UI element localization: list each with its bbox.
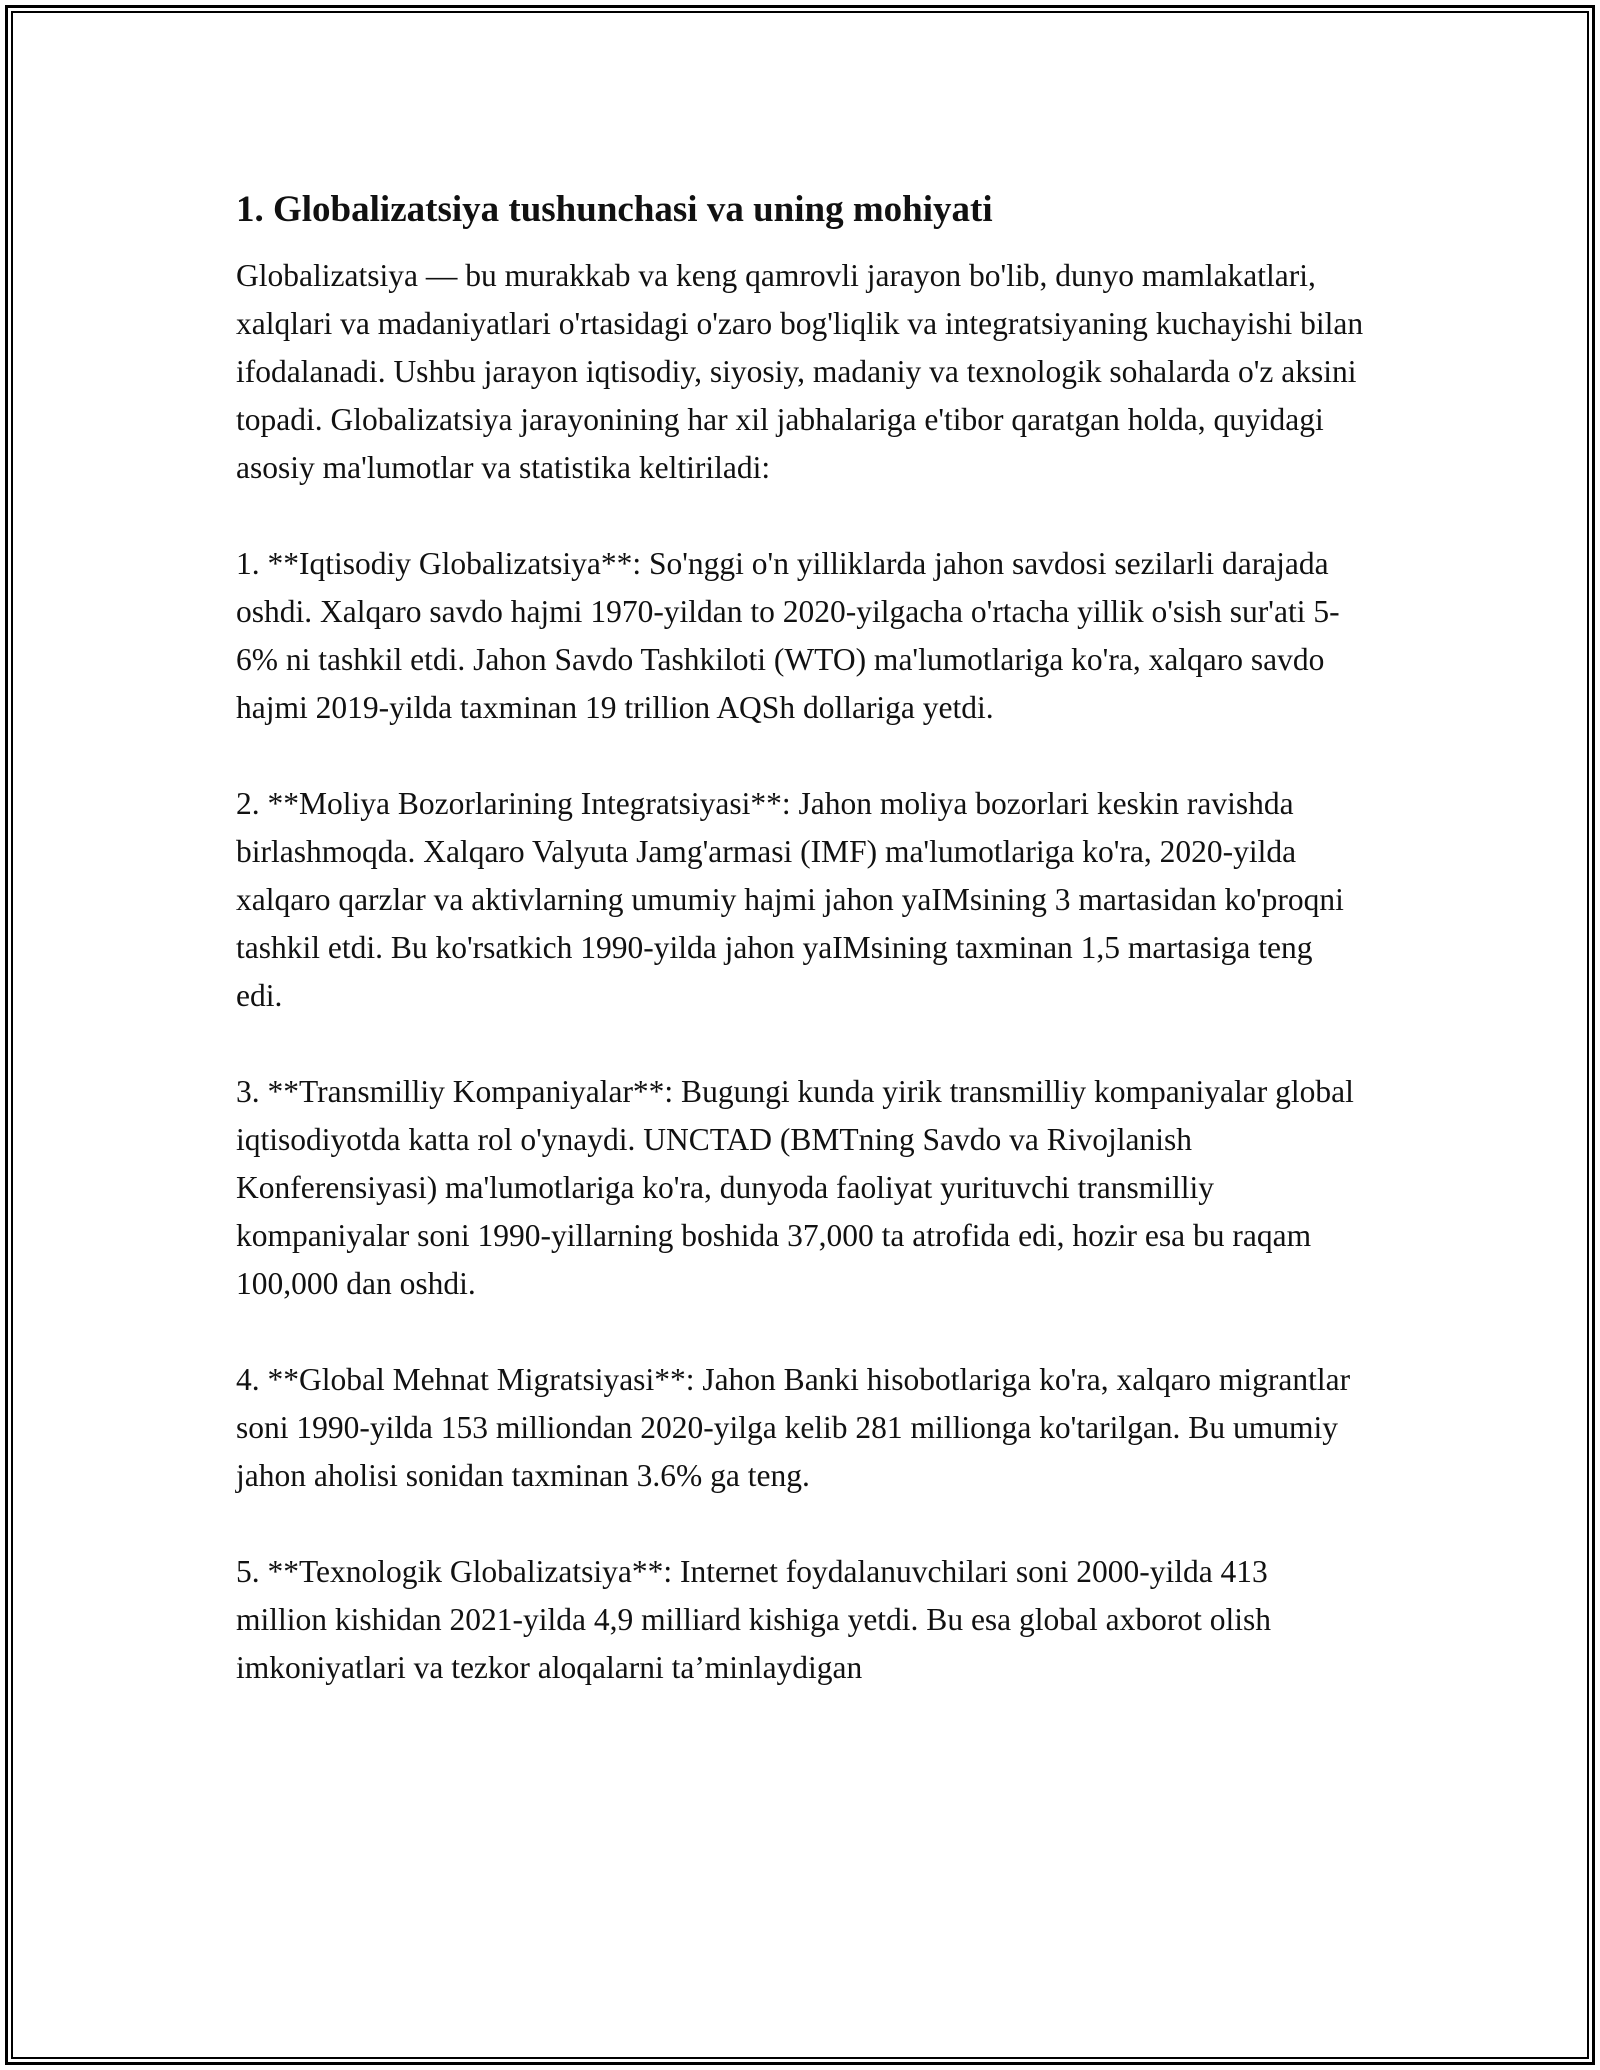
list-item-financial-markets: 2. **Moliya Bozorlarining Integratsiyasi**: Jahon moliya bozorlari keskin ravishda birlashmoqda. Xalqaro Valyuta Jamg'armasi (IMF) ma'lumotlariga ko'ra, 2020-yilda xalqaro qarzlar va aktivlarning umumiy hajmi jahon yaIMsining 3 martasidan ko'proqni tashkil etdi. Bu ko'rsatkich 1990-yilda jahon yaIMsining taxminan 1,5 martasiga teng edi. xyxy=(236,786,1344,1013)
intro-paragraph: Globalizatsiya — bu murakkab va keng qamrovli jarayon bo'lib, dunyo mamlakatlari, xalqlari va madaniyatlari o'rtasidagi o'zaro bog'liqlik va integratsiyaning kuchayishi bilan ifodalanadi. Ushbu jarayon iqtisodiy, siyosiy, madaniy va texnologik sohalarda o'z aksini topadi. Globalizatsiya jarayonining har xil jabhalariga e'tibor qaratgan holda, quyidagi asosiy ma'lumotlar va statistika keltiriladi: xyxy=(236,258,1364,485)
list-item-economic-globalization: 1. **Iqtisodiy Globalizatsiya**: So'nggi o'n yilliklarda jahon savdosi sezilarli darajada oshdi. Xalqaro savdo hajmi 1970-yildan to 2020-yilgacha o'rtacha yillik o'sish sur'ati 5-6% ni tashkil etdi. Jahon Savdo Tashkiloti (WTO) ma'lumotlariga ko'ra, xalqaro savdo hajmi 2019-yilda taxminan 19 trillion AQSh dollariga yetdi. xyxy=(236,546,1340,725)
list-item-labor-migration: 4. **Global Mehnat Migratsiyasi**: Jahon Banki hisobotlariga ko'ra, xalqaro migrantlar soni 1990-yilda 153 milliondan 2020-yilga kelib 281 millionga ko'tarilgan. Bu umumiy jahon aholisi sonidan taxminan 3.6% ga teng. xyxy=(236,1362,1351,1493)
list-item-transnational-companies: 3. **Transmilliy Kompaniyalar**: Bugungi kunda yirik transmilliy kompaniyalar global iqtisodiyotda katta rol o'ynaydi. UNCTAD (BMTning Savdo va Rivojlanish Konferensiyasi) ma'lumotlariga ko'ra, dunyoda faoliyat yurituvchi transmilliy kompaniyalar soni 1990-yillarning boshida 37,000 ta atrofida edi, hozir esa bu raqam 100,000 dan oshdi. xyxy=(236,1074,1354,1301)
section-heading: 1. Globalizatsiya tushunchasi va uning mohiyati xyxy=(236,189,993,230)
document-body xyxy=(236,186,1366,1692)
list-item-technological-globalization: 5. **Texnologik Globalizatsiya**: Internet foydalanuvchilari soni 2000-yilda 413 million kishidan 2021-yilda 4,9 milliard kishiga yetdi. Bu esa global axborot olish imkoniyatlari va tezkor aloqalarni ta’minlaydigan xyxy=(236,1554,1272,1685)
